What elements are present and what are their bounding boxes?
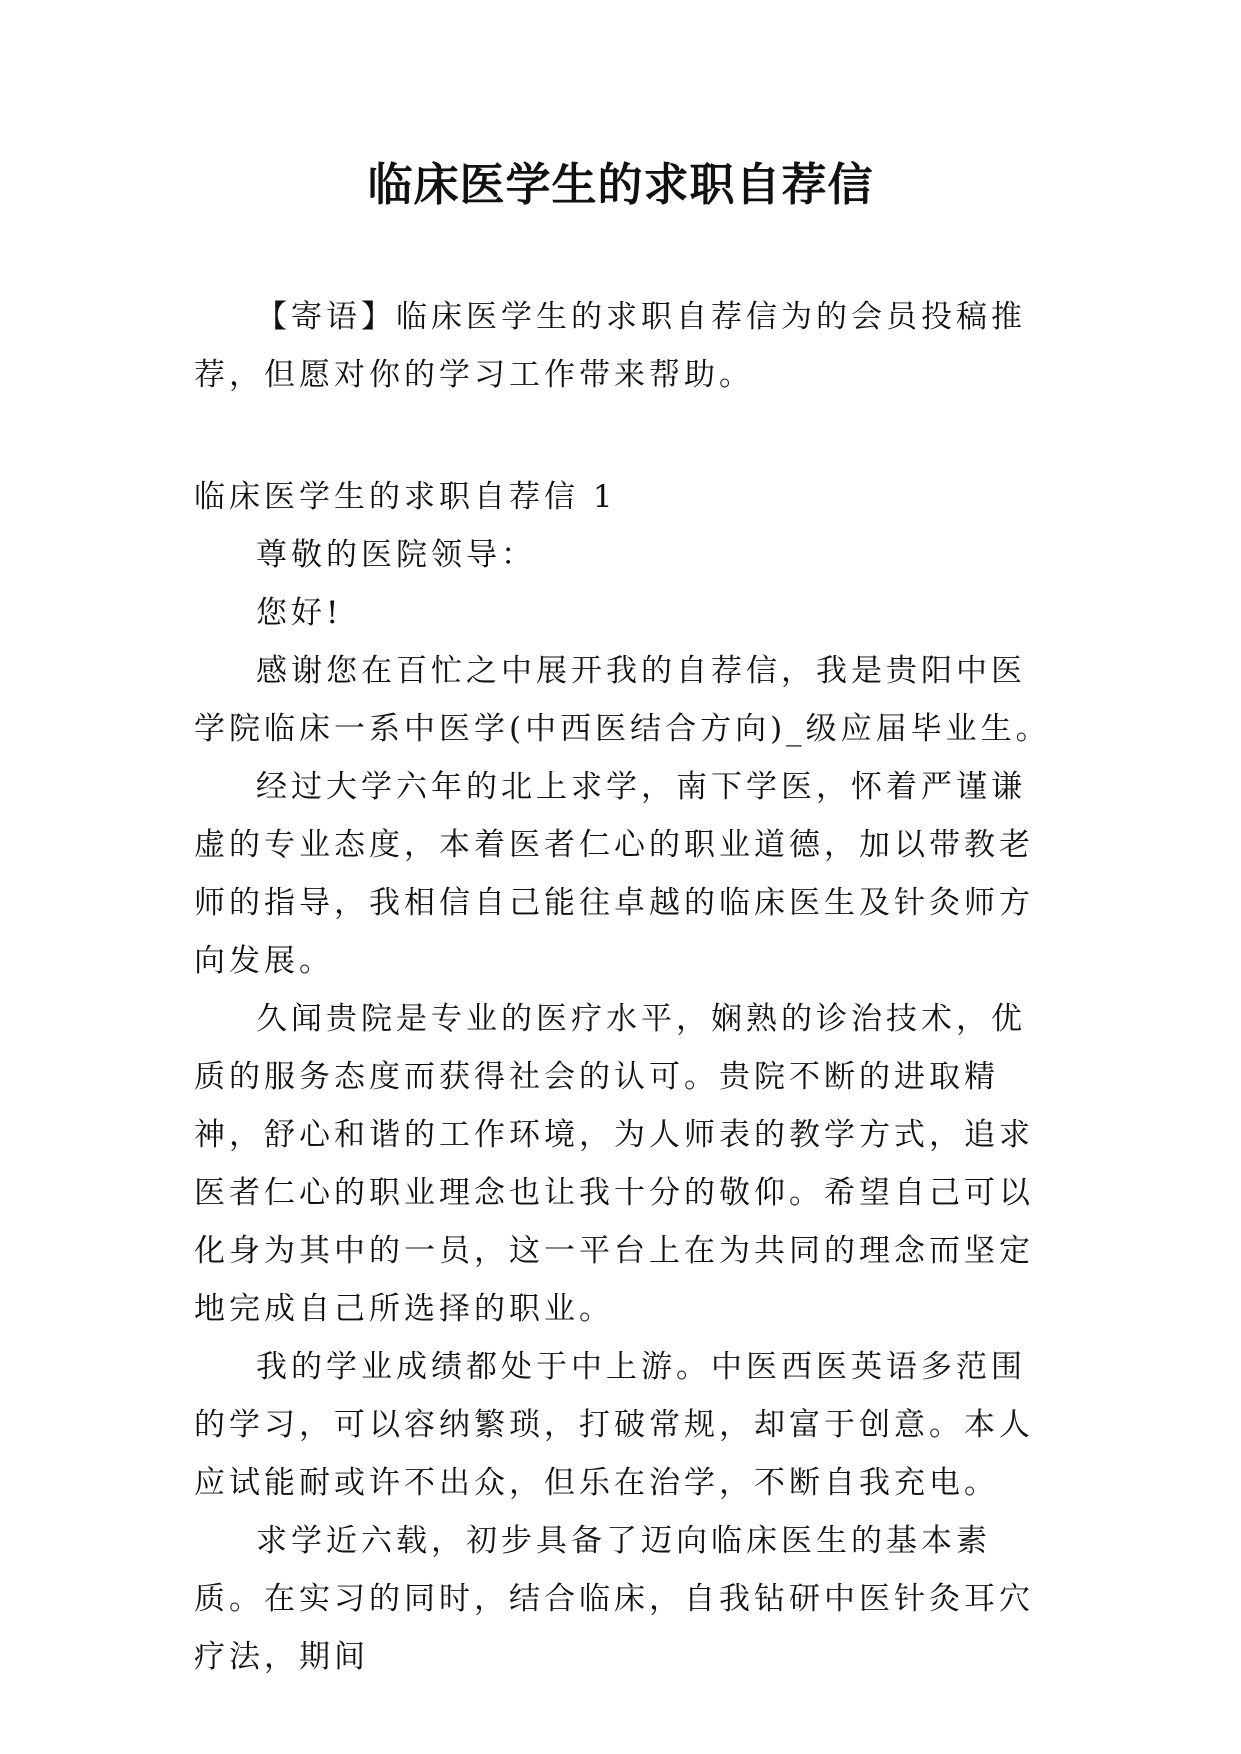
intro-paragraph: 【寄语】临床医学生的求职自荐信为的会员投稿推荐，但愿对你的学习工作带来帮助。 [194, 299, 1026, 393]
body-paragraph: 感谢您在百忙之中展开我的自荐信，我是贵阳中医学院临床一系中医学(中西医结合方向)_级应届毕业生。 [194, 653, 1051, 747]
salutation: 尊敬的医院领导： [256, 537, 536, 573]
body-paragraph: 求学近六载，初步具备了迈向临床医生的基本素质。在实习的同时，结合临床，自我钻研中医针灸耳穴疗法，期间 [194, 1523, 1034, 1675]
body-paragraph: 经过大学六年的北上求学，南下学医，怀着严谨谦虚的专业态度，本着医者仁心的职业道德，加以带教老师的指导，我相信自己能往卓越的临床医生及针灸师方向发展。 [194, 769, 1034, 979]
letter-body [194, 468, 1054, 1686]
intro-block [194, 288, 1054, 404]
letter-heading: 临床医学生的求职自荐信 1 [194, 479, 617, 515]
body-paragraph: 久闻贵院是专业的医疗水平，娴熟的诊治技术，优质的服务态度而获得社会的认可。贵院不断的进取精神，舒心和谐的工作环境，为人师表的教学方式，追求医者仁心的职业理念也让我十分的敬仰。希望自己可以化身为其中的一员，这一平台上在为共同的理念而坚定地完成自己所选择的职业。 [194, 1001, 1034, 1327]
greeting: 您好! [256, 595, 343, 631]
document-title: 临床医学生的求职自荐信 [367, 158, 874, 211]
body-paragraph: 我的学业成绩都处于中上游。中医西医英语多范围的学习，可以容纳繁琐，打破常规，却富于创意。本人应试能耐或许不出众，但乐在治学，不断自我充电。 [194, 1349, 1034, 1501]
